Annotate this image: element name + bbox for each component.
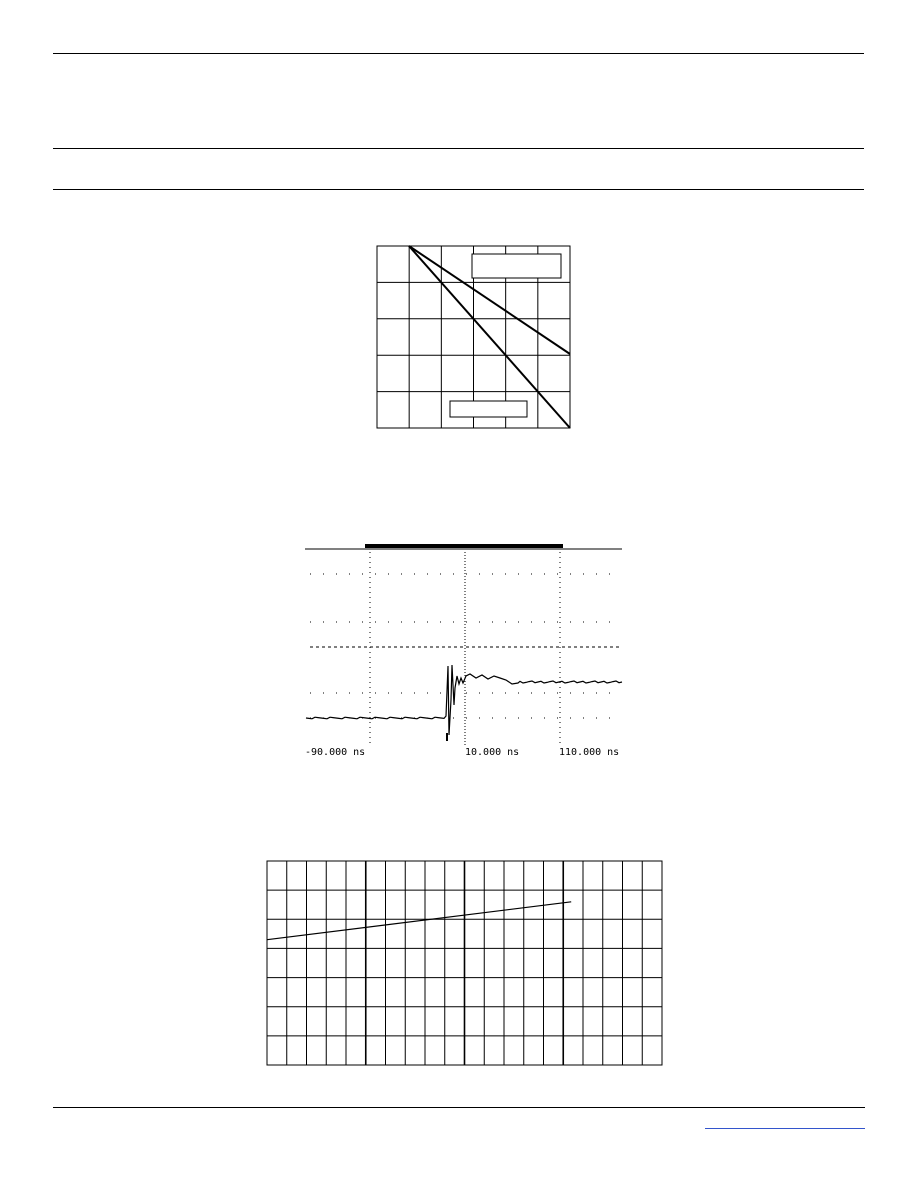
scope-label-right: 110.000 ns bbox=[559, 747, 620, 758]
chart-frame bbox=[267, 861, 662, 1065]
bottom-chart-grid bbox=[267, 861, 662, 1065]
figure-top-line-2 bbox=[409, 246, 570, 428]
chart-series-line bbox=[267, 902, 571, 940]
figure-top-grid bbox=[377, 246, 570, 428]
scope-grid bbox=[305, 544, 622, 745]
header-rule-bottom bbox=[53, 189, 864, 190]
scope-label-left: -90.000 ns bbox=[305, 747, 366, 758]
figure-top-legend-box-lower bbox=[450, 401, 527, 417]
figure-top-line-1 bbox=[409, 246, 570, 354]
footer-rule bbox=[53, 1107, 865, 1108]
figure-top-legend-box-upper bbox=[472, 254, 561, 278]
scope-top-bar bbox=[365, 544, 563, 548]
footer-link[interactable] bbox=[705, 1128, 865, 1129]
figure-top-frame bbox=[377, 246, 570, 428]
header-rule-top bbox=[53, 53, 864, 54]
scope-trace bbox=[306, 665, 622, 735]
header-rule-middle bbox=[53, 148, 864, 149]
scope-label-center: 10.000 ns bbox=[465, 747, 520, 758]
